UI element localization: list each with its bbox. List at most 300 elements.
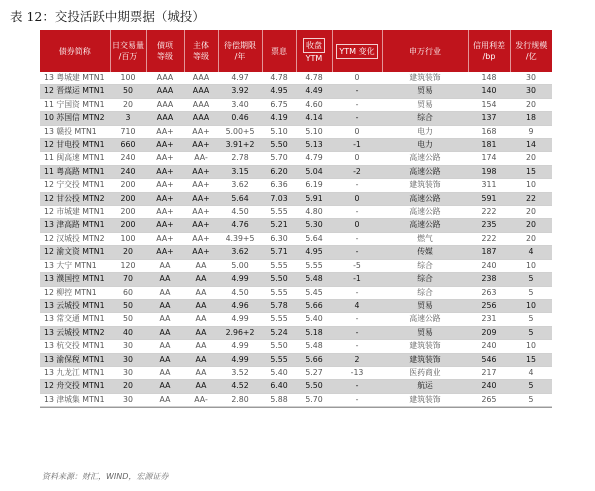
table-cell: 5.24 (262, 326, 296, 339)
table-cell: 20 (510, 98, 552, 111)
column-header (110, 30, 146, 72)
table-cell: AA+ (146, 206, 184, 219)
table-cell: 181 (468, 139, 510, 152)
table-cell: 187 (468, 246, 510, 259)
table-cell: 5.40 (296, 313, 332, 326)
column-header (262, 30, 296, 72)
table-cell: - (332, 286, 382, 299)
table-cell: AAA (146, 112, 184, 125)
table-cell: 13 赣投 MTN1 (40, 125, 110, 138)
table-cell: 13 常交通 MTN1 (40, 313, 110, 326)
table-cell: 5.70 (262, 152, 296, 165)
column-header-label: 债券简称 (58, 46, 91, 56)
table-cell: 209 (468, 326, 510, 339)
table-cell: 建筑装饰 (382, 179, 468, 192)
table-cell: AA+ (184, 179, 218, 192)
table-row[interactable] (40, 125, 552, 138)
column-header-unit: /年 (234, 52, 246, 61)
table-cell: 30 (110, 366, 146, 379)
table-row[interactable] (40, 206, 552, 219)
table-cell: 10 (510, 179, 552, 192)
table-cell: 5.48 (296, 273, 332, 286)
table-cell: 20 (110, 380, 146, 393)
table-cell: - (332, 85, 382, 98)
table-cell: 50 (110, 85, 146, 98)
table-cell: 4.39+5 (218, 232, 262, 245)
column-header-label: 票息 (271, 46, 287, 56)
table-cell: 12 宁交投 MTN1 (40, 179, 110, 192)
table-cell: - (332, 380, 382, 393)
table-cell: AA (184, 273, 218, 286)
table-cell: 200 (110, 206, 146, 219)
table-cell: AA+ (184, 192, 218, 205)
table-cell: 12 渝文资 MTN1 (40, 246, 110, 259)
table-row[interactable] (40, 353, 552, 366)
table-row[interactable] (40, 273, 552, 286)
table-cell: AA (184, 259, 218, 272)
table-cell: 256 (468, 299, 510, 312)
table-cell: 5 (510, 393, 552, 406)
table-row[interactable] (40, 219, 552, 232)
table-cell: 311 (468, 179, 510, 192)
table-cell: 5.88 (262, 393, 296, 406)
table-cell: 5.00+5 (218, 125, 262, 138)
column-header-label: YTM 变化 (336, 44, 377, 59)
table-cell: AA (184, 313, 218, 326)
table-cell: 3.92 (218, 85, 262, 98)
table-cell: AA (146, 259, 184, 272)
table-cell: 20 (510, 219, 552, 232)
table-cell: 6.19 (296, 179, 332, 192)
table-cell: 5.66 (296, 299, 332, 312)
table-cell: 建筑装饰 (382, 393, 468, 406)
table-cell: 3.91+2 (218, 139, 262, 152)
table-cell: AA (184, 299, 218, 312)
table-cell: 5.13 (296, 139, 332, 152)
table-cell: 30 (110, 393, 146, 406)
table-cell: 217 (468, 366, 510, 379)
table-cell: 3.62 (218, 179, 262, 192)
table-cell: 建筑装饰 (382, 72, 468, 85)
table-cell: 4.95 (262, 85, 296, 98)
table-cell: 3.62 (218, 246, 262, 259)
table-cell: AAA (184, 98, 218, 111)
column-header-unit: 等级 (157, 52, 173, 61)
table-cell: AAA (184, 112, 218, 125)
table-cell: 20 (110, 98, 146, 111)
table-cell: 10 苏国信 MTN2 (40, 112, 110, 125)
table-cell: AA (146, 273, 184, 286)
table-cell: 22 (510, 192, 552, 205)
table-cell: 0 (332, 72, 382, 85)
table-cell: 12 柳控 MTN1 (40, 286, 110, 299)
table-cell: 5.78 (262, 299, 296, 312)
table-cell: AA+ (146, 219, 184, 232)
table-cell: 贸易 (382, 85, 468, 98)
table-cell: 3.15 (218, 165, 262, 178)
table-cell: 5.18 (296, 326, 332, 339)
table-cell: AAA (146, 72, 184, 85)
column-header-label: 债项 (157, 41, 173, 50)
table-cell: AAA (146, 85, 184, 98)
table-cell: 高速公路 (382, 152, 468, 165)
table-cell: 5.40 (262, 366, 296, 379)
table-cell: AAA (184, 85, 218, 98)
table-cell: AA+ (146, 179, 184, 192)
table-cell: 40 (110, 326, 146, 339)
table-cell: 20 (510, 232, 552, 245)
table-cell: 5.64 (296, 232, 332, 245)
table-row[interactable] (40, 340, 552, 353)
table-row[interactable] (40, 152, 552, 165)
table-row[interactable] (40, 246, 552, 259)
table-row[interactable] (40, 313, 552, 326)
table-cell: 5.10 (262, 125, 296, 138)
table-cell: AA (184, 286, 218, 299)
table-cell: AA+ (146, 232, 184, 245)
table-cell: 5.55 (262, 286, 296, 299)
table-cell: 4 (510, 366, 552, 379)
table-cell: 高速公路 (382, 165, 468, 178)
table-cell: - (332, 232, 382, 245)
table-cell: 5 (510, 273, 552, 286)
table-body (40, 72, 552, 407)
column-header-unit: 等级 (193, 52, 209, 61)
table-cell: 4 (332, 299, 382, 312)
table-cell: 120 (110, 259, 146, 272)
table-cell: 235 (468, 219, 510, 232)
table-cell: 5.50 (296, 380, 332, 393)
table-cell: 70 (110, 273, 146, 286)
table-cell: - (332, 326, 382, 339)
table-cell: 265 (468, 393, 510, 406)
table-cell: 13 云城投 MTN2 (40, 326, 110, 339)
column-header-unit: YTM (305, 54, 323, 63)
table-row[interactable] (40, 299, 552, 312)
table-cell: AA+ (184, 206, 218, 219)
table-cell: AA (184, 353, 218, 366)
table-cell: 20 (510, 152, 552, 165)
bond-table (40, 30, 552, 407)
table-cell: 综合 (382, 259, 468, 272)
table-cell: AA (184, 380, 218, 393)
table-cell: - (332, 112, 382, 125)
table-cell: 0 (332, 192, 382, 205)
column-header (184, 30, 218, 72)
table-cell: 5.27 (296, 366, 332, 379)
table-cell: AA+ (146, 165, 184, 178)
table-cell: 12 汉城投 MTN2 (40, 232, 110, 245)
table-cell: AA (146, 353, 184, 366)
table-cell: 3.40 (218, 98, 262, 111)
table-cell: 10 (510, 340, 552, 353)
table-cell: 200 (110, 192, 146, 205)
table-cell: AA- (184, 152, 218, 165)
header-row (40, 30, 552, 72)
table-cell: AA+ (146, 152, 184, 165)
table-cell: 4.50 (218, 206, 262, 219)
table-cell: 5.64 (218, 192, 262, 205)
table-cell: 198 (468, 165, 510, 178)
table-cell: 240 (110, 152, 146, 165)
table-cell: 50 (110, 299, 146, 312)
table-cell: 建筑装饰 (382, 353, 468, 366)
table-cell: 4.78 (296, 72, 332, 85)
table-cell: 140 (468, 85, 510, 98)
table-cell: 5.30 (296, 219, 332, 232)
table-cell: 5.21 (262, 219, 296, 232)
table-cell: 0.46 (218, 112, 262, 125)
table-cell: 174 (468, 152, 510, 165)
table-row[interactable] (40, 286, 552, 299)
table-title: 表 12：交投活跃中期票据（城投） (10, 9, 205, 24)
table-cell: 4.97 (218, 72, 262, 85)
table-cell: 100 (110, 232, 146, 245)
table-cell: 电力 (382, 139, 468, 152)
table-cell: 154 (468, 98, 510, 111)
column-header-unit: /百万 (118, 52, 138, 61)
column-header-label: 收盘 (303, 38, 325, 53)
table-cell: 0 (332, 152, 382, 165)
table-cell: AA+ (146, 139, 184, 152)
table-cell: 高速公路 (382, 219, 468, 232)
column-header-label: 信用利差 (473, 41, 505, 50)
table-cell: 综合 (382, 112, 468, 125)
table-cell: 5.10 (296, 125, 332, 138)
table-row[interactable] (40, 165, 552, 178)
table-cell: 240 (468, 340, 510, 353)
table-cell: 222 (468, 232, 510, 245)
column-header (332, 30, 382, 72)
table-cell: 航运 (382, 380, 468, 393)
table-cell: -2 (332, 165, 382, 178)
table-cell: AAA (146, 98, 184, 111)
table-cell: 9 (510, 125, 552, 138)
table-cell: 高速公路 (382, 313, 468, 326)
source-note: 资料来源：财汇，WIND，宏源证券 (42, 472, 169, 481)
table-cell: 7.03 (262, 192, 296, 205)
table-cell: 13 津城集 MTN1 (40, 393, 110, 406)
table-row[interactable] (40, 85, 552, 98)
table-cell: 20 (510, 206, 552, 219)
table-cell: AA (146, 366, 184, 379)
table-cell: 5 (510, 326, 552, 339)
column-header-label: 主体 (193, 41, 209, 50)
table-cell: AA+ (184, 139, 218, 152)
column-header-label: 日交易量 (112, 41, 144, 50)
table-cell: 5.55 (262, 353, 296, 366)
table-cell: 4.76 (218, 219, 262, 232)
table-cell: - (332, 98, 382, 111)
table-cell: AA (146, 326, 184, 339)
column-header-label: 发行规模 (515, 41, 548, 50)
table-cell: 4.49 (296, 85, 332, 98)
table-cell: 5 (510, 380, 552, 393)
table-cell: 710 (110, 125, 146, 138)
table-cell: 200 (110, 219, 146, 232)
table-cell: 5.45 (296, 286, 332, 299)
table-cell: 15 (510, 165, 552, 178)
table-cell: 2.96+2 (218, 326, 262, 339)
table-cell: 贸易 (382, 299, 468, 312)
table-cell: - (332, 206, 382, 219)
table-cell: 建筑装饰 (382, 340, 468, 353)
table-cell: 168 (468, 125, 510, 138)
table-cell: AA+ (184, 246, 218, 259)
table-cell: 60 (110, 286, 146, 299)
table-cell: 4.50 (218, 286, 262, 299)
table-cell: 18 (510, 112, 552, 125)
table-cell: AA (146, 313, 184, 326)
table-row[interactable] (40, 326, 552, 339)
table-cell: 263 (468, 286, 510, 299)
table-cell: AA (146, 393, 184, 406)
table-cell: 137 (468, 112, 510, 125)
table-row[interactable] (40, 232, 552, 245)
table-cell: 综合 (382, 286, 468, 299)
table-cell: 4 (510, 246, 552, 259)
table-cell: 13 濮国控 MTN1 (40, 273, 110, 286)
table-cell: 546 (468, 353, 510, 366)
table-cell: 12 甘电投 MTN1 (40, 139, 110, 152)
table-row[interactable] (40, 393, 552, 406)
table-cell: 2.80 (218, 393, 262, 406)
table-cell: 6.40 (262, 380, 296, 393)
table-cell: 4.79 (296, 152, 332, 165)
table-cell: AA+ (184, 219, 218, 232)
table-cell: -5 (332, 259, 382, 272)
table-cell: 4.60 (296, 98, 332, 111)
table-cell: 30 (510, 85, 552, 98)
table-cell: 13 大宁 MTN1 (40, 259, 110, 272)
table-cell: 13 津高路 MTN1 (40, 219, 110, 232)
table-cell: 4.19 (262, 112, 296, 125)
column-header (40, 30, 110, 72)
table-cell: 5.55 (262, 206, 296, 219)
table-cell: 238 (468, 273, 510, 286)
table-cell: 4.52 (218, 380, 262, 393)
table-cell: AA (146, 299, 184, 312)
table-cell: - (332, 313, 382, 326)
table-cell: 240 (468, 380, 510, 393)
table-cell: 591 (468, 192, 510, 205)
table-row[interactable] (40, 112, 552, 125)
table-cell: 200 (110, 179, 146, 192)
table-row[interactable] (40, 139, 552, 152)
table-cell: 13 渝保税 MTN1 (40, 353, 110, 366)
column-header (296, 30, 332, 72)
table-cell: 4.99 (218, 273, 262, 286)
table-cell: AA+ (146, 246, 184, 259)
table-cell: 231 (468, 313, 510, 326)
column-header-unit: /bp (482, 52, 496, 61)
table-cell: 5.55 (296, 259, 332, 272)
table-cell: 高速公路 (382, 206, 468, 219)
table-row[interactable] (40, 72, 552, 85)
table-cell: 5.55 (262, 313, 296, 326)
table-row[interactable] (40, 98, 552, 111)
table-cell: 6.30 (262, 232, 296, 245)
table-cell: 10 (510, 259, 552, 272)
table-cell: 2.78 (218, 152, 262, 165)
table-cell: AA (146, 340, 184, 353)
table-cell: 11 闽高速 MTN1 (40, 152, 110, 165)
column-header (468, 30, 510, 72)
table-cell: 传媒 (382, 246, 468, 259)
table-row[interactable] (40, 366, 552, 379)
table-cell: 4.96 (218, 299, 262, 312)
table-cell: 13 云城投 MTN1 (40, 299, 110, 312)
table-cell: AA- (184, 393, 218, 406)
table-cell: 5.50 (262, 340, 296, 353)
table-cell: 5.04 (296, 165, 332, 178)
table-cell: 0 (332, 219, 382, 232)
table-cell: - (332, 340, 382, 353)
table-cell: AA (146, 286, 184, 299)
table-cell: AA (184, 366, 218, 379)
table-cell: 30 (510, 72, 552, 85)
table-cell: 贸易 (382, 326, 468, 339)
table-cell: 5.50 (262, 139, 296, 152)
column-header-label: 待偿期限 (224, 41, 256, 50)
table-cell: AA+ (146, 125, 184, 138)
table-cell: - (332, 246, 382, 259)
table-cell: 240 (110, 165, 146, 178)
table-cell: 6.36 (262, 179, 296, 192)
table-cell: AA (184, 340, 218, 353)
table-cell: 15 (510, 353, 552, 366)
table-cell: 3 (110, 112, 146, 125)
table-cell: 电力 (382, 125, 468, 138)
table-cell: 贸易 (382, 98, 468, 111)
table-cell: 11 宁国资 MTN1 (40, 98, 110, 111)
table-cell: AA+ (184, 125, 218, 138)
table-cell: 5.55 (262, 259, 296, 272)
table-cell: 燃气 (382, 232, 468, 245)
table-cell: 5.91 (296, 192, 332, 205)
table-cell: 4.80 (296, 206, 332, 219)
table-cell: 6.75 (262, 98, 296, 111)
table-cell: AA+ (146, 192, 184, 205)
table-cell: 4.99 (218, 340, 262, 353)
table-cell: 5 (510, 313, 552, 326)
table-row[interactable] (40, 380, 552, 393)
table-cell: 100 (110, 72, 146, 85)
table-cell: 4.95 (296, 246, 332, 259)
table-cell: 12 市城建 MTN1 (40, 206, 110, 219)
table-cell: 高速公路 (382, 192, 468, 205)
table-cell: 6.20 (262, 165, 296, 178)
table-cell: AA+ (184, 165, 218, 178)
table-cell: 660 (110, 139, 146, 152)
table-cell: - (332, 393, 382, 406)
table-row[interactable] (40, 192, 552, 205)
table-cell: 12 甘公投 MTN2 (40, 192, 110, 205)
table-row[interactable] (40, 259, 552, 272)
table-cell: 2 (332, 353, 382, 366)
column-header (218, 30, 262, 72)
table-cell: 30 (110, 353, 146, 366)
table-cell: AA (184, 326, 218, 339)
table-cell: 医药商业 (382, 366, 468, 379)
table-row[interactable] (40, 179, 552, 192)
table-cell: 13 粤城建 MTN1 (40, 72, 110, 85)
table-cell: 11 粤高路 MTN1 (40, 165, 110, 178)
table-cell: -13 (332, 366, 382, 379)
table-cell: 5.66 (296, 353, 332, 366)
table-cell: 13 九龙江 MTN1 (40, 366, 110, 379)
column-header-label: 申万行业 (409, 46, 441, 56)
